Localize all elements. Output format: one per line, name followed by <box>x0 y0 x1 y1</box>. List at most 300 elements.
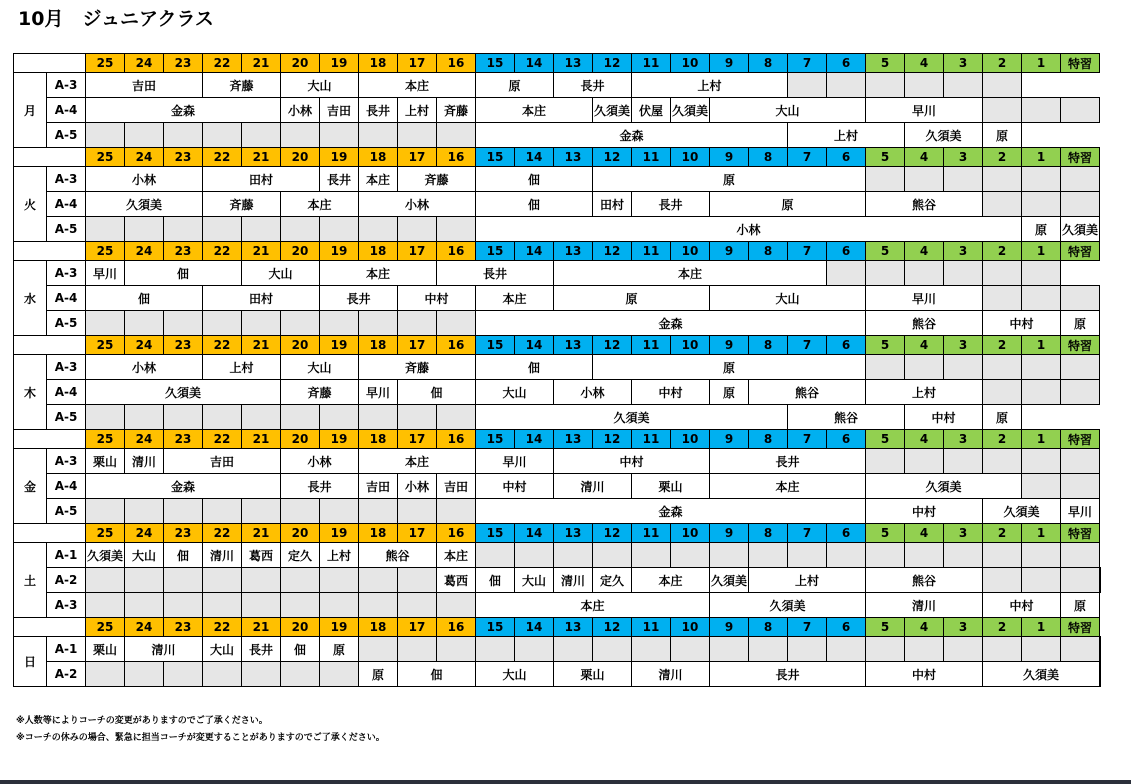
empty-slot <box>320 662 359 687</box>
date-header-cell: 1 <box>1022 242 1061 261</box>
empty-slot <box>554 637 593 662</box>
date-header-cell: 14 <box>515 242 554 261</box>
empty-slot <box>398 499 437 524</box>
court-label: A-5 <box>47 217 86 242</box>
date-header-cell: 17 <box>398 430 437 449</box>
coach-cell: 本庄 <box>476 98 593 123</box>
date-header-cell: 21 <box>242 618 281 637</box>
coach-cell: 栗山 <box>632 474 710 499</box>
date-header-cell: 11 <box>632 430 671 449</box>
empty-slot <box>944 167 983 192</box>
coach-cell: 熊谷 <box>749 380 866 405</box>
empty-slot <box>905 637 944 662</box>
date-header-cell: 10 <box>671 54 710 73</box>
empty-slot <box>554 543 593 568</box>
court-label: A-4 <box>47 474 86 499</box>
court-label: A-2 <box>47 662 86 687</box>
empty-slot <box>983 286 1022 311</box>
coach-cell: 佃 <box>86 286 203 311</box>
date-header-cell: 9 <box>710 54 749 73</box>
date-header-cell: 23 <box>164 430 203 449</box>
date-header-cell: 8 <box>749 54 788 73</box>
coach-cell: 長井 <box>632 192 710 217</box>
date-header-cell: 14 <box>515 524 554 543</box>
date-header-cell: 7 <box>788 148 827 167</box>
date-header-cell: 19 <box>320 430 359 449</box>
empty-slot <box>203 662 242 687</box>
date-header-cell: 24 <box>125 524 164 543</box>
court-label: A-3 <box>47 73 86 98</box>
empty-slot <box>86 405 125 430</box>
header-blank-cell <box>14 618 86 637</box>
empty-slot <box>1022 167 1061 192</box>
court-row <box>14 637 1101 662</box>
empty-slot <box>866 73 905 98</box>
empty-slot <box>983 261 1022 286</box>
empty-slot <box>827 261 866 286</box>
coach-cell: 早川 <box>86 261 125 286</box>
coach-cell: 原 <box>1061 593 1100 618</box>
coach-cell: 金森 <box>86 474 281 499</box>
court-row <box>14 543 1101 568</box>
date-header-cell: 特習 <box>1061 430 1100 449</box>
date-header-cell: 9 <box>710 618 749 637</box>
coach-cell: 中村 <box>866 662 983 687</box>
date-header-cell: 2 <box>983 524 1022 543</box>
date-header-cell: 特習 <box>1061 618 1100 637</box>
empty-slot <box>320 405 359 430</box>
date-header-cell: 5 <box>866 336 905 355</box>
date-header-cell: 3 <box>944 54 983 73</box>
date-header-cell: 16 <box>437 242 476 261</box>
header-blank-cell <box>14 148 86 167</box>
date-header-cell: 22 <box>203 242 242 261</box>
date-header-cell: 6 <box>827 148 866 167</box>
date-header-cell: 17 <box>398 54 437 73</box>
coach-cell: 本庄 <box>554 261 827 286</box>
day-label: 月 <box>14 73 47 148</box>
coach-cell: 久須美 <box>671 98 710 123</box>
empty-slot <box>86 123 125 148</box>
coach-cell: 栗山 <box>86 449 125 474</box>
date-header-cell: 8 <box>749 148 788 167</box>
empty-slot <box>398 637 437 662</box>
court-row <box>14 474 1101 499</box>
empty-slot <box>320 123 359 148</box>
coach-cell: 早川 <box>866 98 983 123</box>
window-bottom-bar <box>0 780 1131 784</box>
coach-cell: 斉藤 <box>203 73 281 98</box>
date-header-cell: 22 <box>203 336 242 355</box>
date-header-cell: 16 <box>437 336 476 355</box>
empty-slot <box>125 217 164 242</box>
coach-cell: 清川 <box>554 568 593 593</box>
date-header-cell: 18 <box>359 336 398 355</box>
coach-cell: 長井 <box>710 449 866 474</box>
empty-slot <box>281 499 320 524</box>
empty-slot <box>983 380 1022 405</box>
empty-slot <box>398 123 437 148</box>
coach-cell: 中村 <box>632 380 710 405</box>
date-header-cell: 8 <box>749 242 788 261</box>
date-header-cell: 24 <box>125 242 164 261</box>
date-header-cell: 10 <box>671 430 710 449</box>
court-label: A-5 <box>47 123 86 148</box>
empty-slot <box>359 217 398 242</box>
court-label: A-2 <box>47 568 86 593</box>
coach-cell: 中村 <box>554 449 710 474</box>
note-1: ※人数等によりコーチの変更がありますのでご了承ください。 <box>16 716 268 726</box>
empty-slot <box>281 405 320 430</box>
date-header-cell: 7 <box>788 242 827 261</box>
empty-slot <box>1022 474 1061 499</box>
empty-slot <box>203 123 242 148</box>
day-label: 金 <box>14 449 47 524</box>
empty-slot <box>203 217 242 242</box>
empty-slot <box>1061 167 1100 192</box>
date-header-cell: 13 <box>554 54 593 73</box>
empty-slot <box>320 217 359 242</box>
date-header-cell: 20 <box>281 430 320 449</box>
header-blank-cell <box>14 54 86 73</box>
coach-cell: 上村 <box>398 98 437 123</box>
coach-cell: 佃 <box>398 380 476 405</box>
date-header-cell: 15 <box>476 54 515 73</box>
court-label: A-4 <box>47 286 86 311</box>
date-header-cell: 7 <box>788 618 827 637</box>
coach-cell: 大山 <box>476 380 554 405</box>
empty-slot <box>242 568 281 593</box>
date-header-cell: 7 <box>788 54 827 73</box>
date-header-cell: 2 <box>983 430 1022 449</box>
coach-cell: 金森 <box>476 499 866 524</box>
date-header-cell: 4 <box>905 524 944 543</box>
court-row <box>14 167 1101 192</box>
date-header-cell: 11 <box>632 336 671 355</box>
empty-slot <box>983 167 1022 192</box>
coach-cell: 上村 <box>320 543 359 568</box>
empty-slot <box>1022 192 1061 217</box>
empty-slot <box>944 449 983 474</box>
date-header-cell: 22 <box>203 430 242 449</box>
empty-slot <box>86 662 125 687</box>
date-header-row <box>14 430 1101 449</box>
date-header-cell: 23 <box>164 54 203 73</box>
coach-cell: 大山 <box>125 543 164 568</box>
court-row <box>14 73 1101 98</box>
date-header-cell: 19 <box>320 336 359 355</box>
day-label: 木 <box>14 355 47 430</box>
empty-slot <box>359 593 398 618</box>
empty-slot <box>1022 286 1061 311</box>
empty-slot <box>983 637 1022 662</box>
empty-slot <box>866 543 905 568</box>
day-label: 水 <box>14 261 47 336</box>
coach-cell: 田村 <box>203 286 320 311</box>
empty-slot <box>1022 98 1061 123</box>
date-header-cell: 13 <box>554 242 593 261</box>
empty-slot <box>1061 355 1100 380</box>
empty-slot <box>1022 543 1061 568</box>
date-header-cell: 特習 <box>1061 336 1100 355</box>
court-row <box>14 311 1101 336</box>
court-label: A-4 <box>47 380 86 405</box>
court-label: A-3 <box>47 593 86 618</box>
coach-cell: 早川 <box>476 449 554 474</box>
empty-slot <box>944 73 983 98</box>
date-header-cell: 12 <box>593 618 632 637</box>
coach-cell: 中村 <box>983 311 1061 336</box>
date-header-cell: 5 <box>866 524 905 543</box>
date-header-cell: 23 <box>164 524 203 543</box>
empty-slot <box>398 311 437 336</box>
coach-cell: 長井 <box>281 474 359 499</box>
date-header-cell: 5 <box>866 148 905 167</box>
coach-cell: 清川 <box>554 474 632 499</box>
empty-slot <box>1100 662 1101 687</box>
court-label: A-4 <box>47 192 86 217</box>
empty-slot <box>398 217 437 242</box>
empty-slot <box>983 543 1022 568</box>
empty-slot <box>437 499 476 524</box>
empty-slot <box>905 449 944 474</box>
empty-slot <box>866 637 905 662</box>
empty-slot <box>593 543 632 568</box>
empty-slot <box>1061 380 1100 405</box>
empty-slot <box>398 593 437 618</box>
date-header-row <box>14 618 1101 637</box>
coach-cell: 上村 <box>632 73 788 98</box>
date-header-cell: 14 <box>515 618 554 637</box>
coach-cell: 栗山 <box>86 637 125 662</box>
coach-cell: 久須美 <box>983 499 1061 524</box>
coach-cell: 清川 <box>125 637 203 662</box>
empty-slot <box>320 499 359 524</box>
date-header-cell: 25 <box>86 336 125 355</box>
date-header-cell: 特習 <box>1061 524 1100 543</box>
empty-slot <box>710 543 749 568</box>
coach-cell: 斉藤 <box>398 167 476 192</box>
coach-cell: 原 <box>983 405 1022 430</box>
empty-slot <box>1100 568 1101 593</box>
coach-cell: 斉藤 <box>281 380 359 405</box>
coach-cell: 原 <box>710 192 866 217</box>
empty-slot <box>1061 286 1100 311</box>
coach-cell: 斉藤 <box>359 355 476 380</box>
header-blank-cell <box>14 336 86 355</box>
date-header-cell: 6 <box>827 618 866 637</box>
coach-cell: 久須美 <box>86 543 125 568</box>
coach-cell: 中村 <box>476 474 554 499</box>
empty-slot <box>86 593 125 618</box>
court-row <box>14 568 1101 593</box>
date-header-cell: 19 <box>320 148 359 167</box>
empty-slot <box>983 98 1022 123</box>
header-blank-cell <box>14 242 86 261</box>
empty-slot <box>476 543 515 568</box>
date-header-cell: 10 <box>671 336 710 355</box>
coach-cell: 金森 <box>476 123 788 148</box>
court-label: A-5 <box>47 499 86 524</box>
date-header-cell: 17 <box>398 242 437 261</box>
date-header-cell: 17 <box>398 336 437 355</box>
coach-cell: 佃 <box>476 568 515 593</box>
empty-slot <box>437 311 476 336</box>
empty-slot <box>164 568 203 593</box>
empty-slot <box>203 311 242 336</box>
date-header-cell: 5 <box>866 430 905 449</box>
date-header-cell: 11 <box>632 524 671 543</box>
empty-slot <box>983 355 1022 380</box>
date-header-row <box>14 336 1101 355</box>
empty-slot <box>203 405 242 430</box>
date-header-cell: 16 <box>437 430 476 449</box>
empty-slot <box>944 543 983 568</box>
date-header-cell: 15 <box>476 618 515 637</box>
coach-cell: 定久 <box>593 568 632 593</box>
coach-cell: 斉藤 <box>203 192 281 217</box>
coach-cell: 吉田 <box>359 474 398 499</box>
coach-cell: 小林 <box>281 449 359 474</box>
court-row <box>14 662 1101 687</box>
coach-cell: 早川 <box>1061 499 1100 524</box>
coach-cell: 清川 <box>203 543 242 568</box>
court-label: A-4 <box>47 98 86 123</box>
coach-cell: 吉田 <box>86 73 203 98</box>
date-header-cell: 4 <box>905 148 944 167</box>
coach-cell: 葛西 <box>437 568 476 593</box>
date-header-cell: 16 <box>437 148 476 167</box>
date-header-cell: 6 <box>827 336 866 355</box>
date-header-cell: 12 <box>593 336 632 355</box>
empty-slot <box>476 637 515 662</box>
date-header-cell: 18 <box>359 242 398 261</box>
empty-slot <box>86 568 125 593</box>
coach-cell: 佃 <box>164 543 203 568</box>
coach-cell: 原 <box>983 123 1022 148</box>
notes <box>16 713 385 747</box>
coach-cell: 吉田 <box>437 474 476 499</box>
date-header-cell: 19 <box>320 54 359 73</box>
coach-cell: 清川 <box>632 662 710 687</box>
date-header-cell: 21 <box>242 242 281 261</box>
date-header-cell: 12 <box>593 54 632 73</box>
date-header-cell: 16 <box>437 524 476 543</box>
date-header-cell: 17 <box>398 618 437 637</box>
empty-slot <box>125 568 164 593</box>
empty-slot <box>515 543 554 568</box>
date-header-cell: 10 <box>671 242 710 261</box>
empty-slot <box>866 261 905 286</box>
date-header-cell: 5 <box>866 242 905 261</box>
date-header-cell: 7 <box>788 524 827 543</box>
date-header-cell: 3 <box>944 524 983 543</box>
date-header-cell: 15 <box>476 430 515 449</box>
coach-cell: 熊谷 <box>359 543 437 568</box>
coach-cell: 久須美 <box>593 98 632 123</box>
date-header-cell: 10 <box>671 618 710 637</box>
date-header-cell: 1 <box>1022 430 1061 449</box>
coach-cell: 中村 <box>866 499 983 524</box>
empty-slot <box>944 637 983 662</box>
empty-slot <box>437 637 476 662</box>
date-header-cell: 4 <box>905 336 944 355</box>
empty-slot <box>632 543 671 568</box>
empty-slot <box>164 662 203 687</box>
empty-slot <box>1061 543 1100 568</box>
empty-slot <box>242 405 281 430</box>
empty-slot <box>1061 192 1100 217</box>
date-header-cell: 22 <box>203 54 242 73</box>
coach-cell: 原 <box>1061 311 1100 336</box>
date-header-cell: 19 <box>320 524 359 543</box>
coach-cell: 葛西 <box>242 543 281 568</box>
date-header-cell: 24 <box>125 618 164 637</box>
coach-cell: 久須美 <box>476 405 788 430</box>
date-header-cell: 13 <box>554 618 593 637</box>
empty-slot <box>281 662 320 687</box>
coach-cell: 早川 <box>866 286 983 311</box>
coach-cell: 伏屋 <box>632 98 671 123</box>
date-header-cell: 6 <box>827 430 866 449</box>
coach-cell: 佃 <box>476 355 593 380</box>
coach-cell: 佃 <box>398 662 476 687</box>
date-header-cell: 23 <box>164 242 203 261</box>
coach-cell: 本庄 <box>476 286 554 311</box>
empty-slot <box>983 568 1022 593</box>
date-header-cell: 19 <box>320 242 359 261</box>
date-header-cell: 7 <box>788 336 827 355</box>
coach-cell: 原 <box>476 73 554 98</box>
coach-cell: 小林 <box>554 380 632 405</box>
coach-cell: 小林 <box>398 474 437 499</box>
day-label: 土 <box>14 543 47 618</box>
court-row <box>14 499 1101 524</box>
day-label: 日 <box>14 637 47 687</box>
date-header-cell: 25 <box>86 148 125 167</box>
date-header-cell: 3 <box>944 336 983 355</box>
date-header-cell: 23 <box>164 618 203 637</box>
empty-slot <box>788 543 827 568</box>
empty-slot <box>398 405 437 430</box>
empty-slot <box>749 637 788 662</box>
date-header-cell: 6 <box>827 54 866 73</box>
coach-cell: 上村 <box>749 568 866 593</box>
date-header-cell: 16 <box>437 54 476 73</box>
empty-slot <box>944 355 983 380</box>
empty-slot <box>359 311 398 336</box>
coach-cell: 原 <box>359 662 398 687</box>
coach-cell: 長井 <box>320 286 398 311</box>
date-header-cell: 1 <box>1022 148 1061 167</box>
empty-slot <box>1061 568 1100 593</box>
date-header-cell: 12 <box>593 430 632 449</box>
date-header-cell: 14 <box>515 430 554 449</box>
date-header-cell: 18 <box>359 54 398 73</box>
date-header-cell: 25 <box>86 430 125 449</box>
coach-cell: 清川 <box>866 593 983 618</box>
coach-cell: 原 <box>320 637 359 662</box>
empty-slot <box>905 355 944 380</box>
empty-slot <box>164 123 203 148</box>
empty-slot <box>125 593 164 618</box>
empty-slot <box>359 637 398 662</box>
empty-slot <box>203 499 242 524</box>
court-row <box>14 405 1101 430</box>
empty-slot <box>242 662 281 687</box>
empty-slot <box>515 637 554 662</box>
page-title: 10月 ジュニアクラス <box>18 8 214 30</box>
